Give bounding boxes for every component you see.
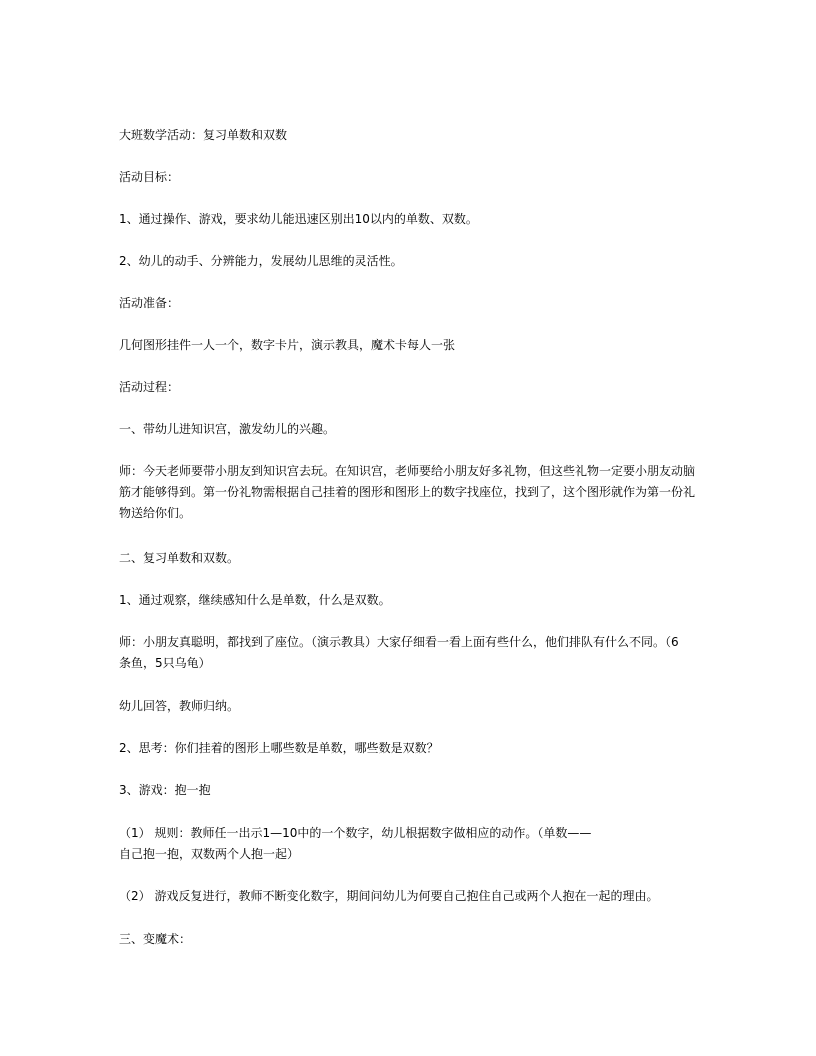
section-1-paragraph — [119, 461, 709, 524]
game-rule-paragraph — [119, 823, 709, 865]
section-2-item-1: 1、通过观察，继续感知什么是单数，什么是双数。 — [119, 593, 391, 607]
game-rule-line-2: 自己抱一抱，双数两个人抱一起） — [119, 847, 300, 861]
section-2-heading: 二、复习单数和双数。 — [119, 551, 240, 565]
section-3-heading: 三、变魔术： — [119, 932, 192, 946]
section-2-teacher-line-2: 条鱼，5只乌龟） — [119, 656, 211, 670]
process-heading: 活动过程： — [119, 380, 180, 394]
section-2-answer: 幼儿回答，教师归纳。 — [119, 699, 240, 713]
goal-heading: 活动目标： — [119, 170, 180, 184]
section-2-teacher-paragraph — [119, 632, 709, 674]
document-title: 大班数学活动：复习单数和双数 — [119, 128, 288, 142]
goal-item-2: 2、幼儿的动手、分辨能力，发展幼儿思维的灵活性。 — [119, 254, 403, 268]
prep-text: 几何图形挂件一人一个，数字卡片，演示教具，魔术卡每人一张 — [119, 338, 456, 352]
game-rule-line-1: （1） 规则：教师任一出示1—10中的一个数字，幼儿根据数字做相应的动作。（单数—— — [119, 826, 592, 840]
prep-heading: 活动准备： — [119, 296, 180, 310]
goal-item-1: 1、通过操作、游戏，要求幼儿能迅速区别出10以内的单数、双数。 — [119, 212, 478, 226]
section-1-line-3: 物送给你们。 — [119, 506, 192, 520]
section-2-teacher-line-1: 师：小朋友真聪明，都找到了座位。（演示教具）大家仔细看一看上面有些什么，他们排队有什么不同。（6 — [119, 635, 679, 649]
game-repeat: （2） 游戏反复进行，教师不断变化数字，期间问幼儿为何要自己抱住自己或两个人抱在一起的理由。 — [119, 889, 659, 903]
section-1-line-1: 师：今天老师要带小朋友到知识宫去玩。在知识宫，老师要给小朋友好多礼物，但这些礼物一定要小朋友动脑 — [119, 464, 696, 478]
section-1-line-2: 筋才能够得到。第一份礼物需根据自己挂着的图形和图形上的数字找座位，找到了，这个图形就作为第一份礼 — [119, 485, 696, 499]
section-2-item-3: 3、游戏：抱一抱 — [119, 783, 211, 797]
section-1-heading: 一、带幼儿进知识宫，激发幼儿的兴趣。 — [119, 422, 336, 436]
section-2-item-2: 2、思考：你们挂着的图形上哪些数是单数，哪些数是双数？ — [119, 741, 439, 755]
